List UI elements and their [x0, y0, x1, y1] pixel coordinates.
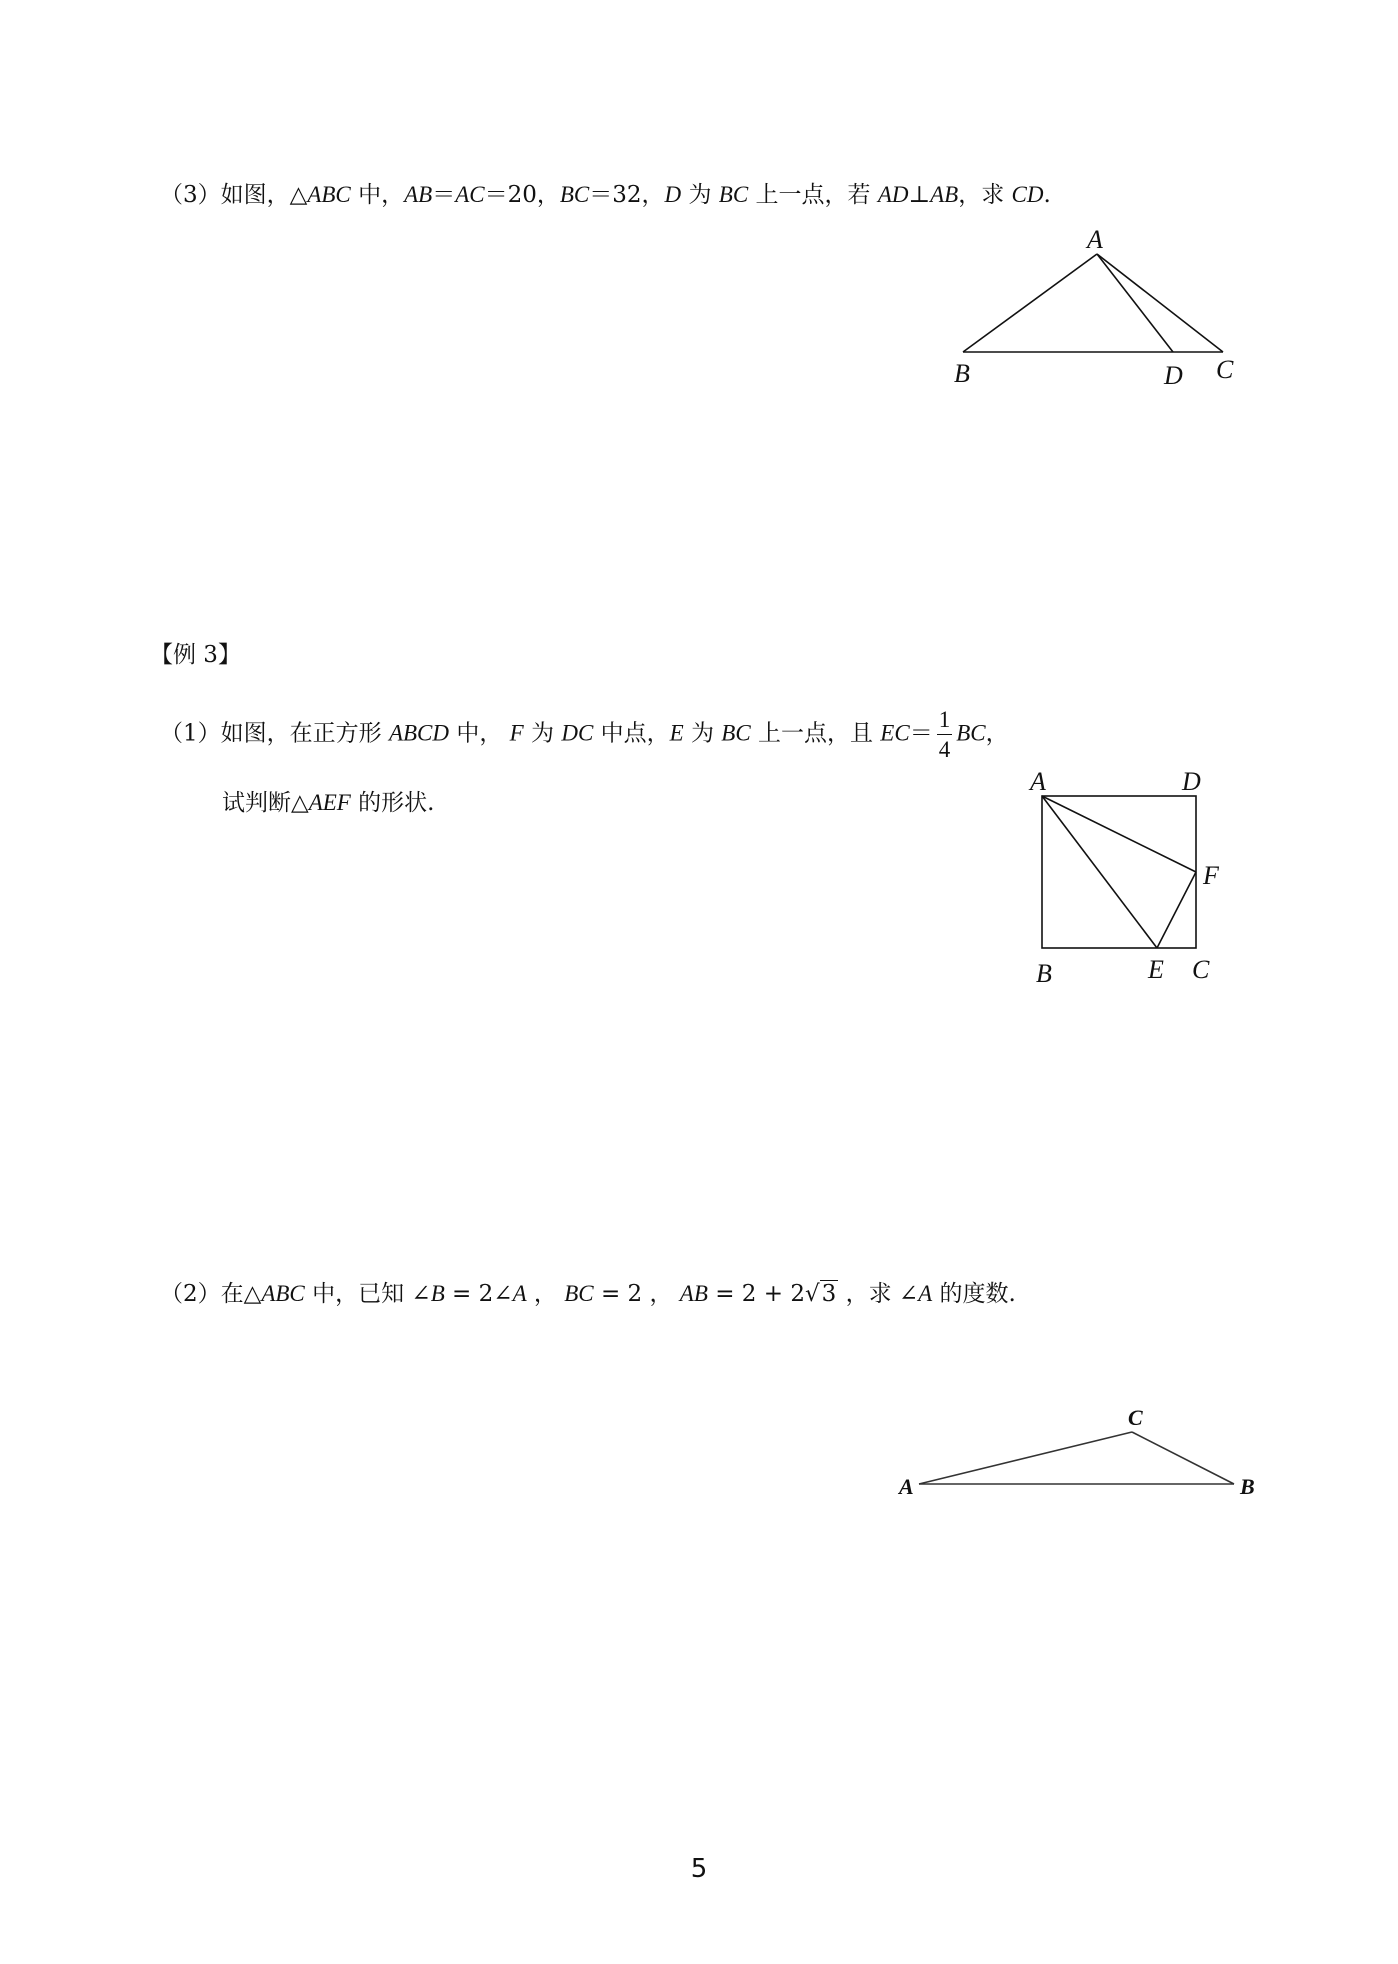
- problem-3-text: （3）如图，△ABC 中，AB＝AC＝20，BC＝32，D 为 BC 上一点，若 AD⊥AB，求 CD.: [160, 182, 1051, 208]
- label-b: B: [954, 359, 970, 388]
- segment-ad: [1097, 254, 1173, 352]
- square-root: √3: [804, 1281, 837, 1307]
- label-c: C: [1128, 1405, 1143, 1430]
- label-b: B: [1240, 1474, 1255, 1499]
- problem-1-text: （1）如图，在正方形 ABCD 中， F 为 DC 中点，E 为 BC 上一点，且 EC＝ $\frac{1}{4}$ BC，: [160, 707, 1009, 762]
- label-b: B: [1036, 959, 1052, 988]
- page-number: 5: [690, 1854, 708, 1884]
- square-abcd: [1042, 796, 1196, 948]
- segment-ab: [963, 254, 1097, 352]
- segment-ac: [919, 1432, 1132, 1484]
- label-a: A: [1087, 225, 1103, 254]
- segment-ef: [1157, 872, 1196, 948]
- segment-ac: [1097, 254, 1223, 352]
- segment-cb: [1132, 1432, 1234, 1484]
- label-f: F: [1203, 861, 1219, 890]
- label-a: A: [899, 1474, 914, 1499]
- segment-af: [1042, 796, 1196, 872]
- label-a: A: [1030, 767, 1046, 796]
- label-e: E: [1148, 955, 1164, 984]
- label-d: D: [1182, 767, 1201, 796]
- example-3-header: 【例 3】: [150, 642, 241, 668]
- label-d: D: [1164, 361, 1183, 390]
- fraction-one-quarter: $\frac{1}{4}$: [938, 707, 951, 762]
- segment-ae: [1042, 796, 1157, 948]
- label-c: C: [1216, 355, 1234, 384]
- problem-2-text: （2）在△ABC 中，已知 ∠B = 2∠A ， BC = 2 ， AB = 2 + 2√3 ，求 ∠A 的度数.: [160, 1281, 1016, 1307]
- problem-1-question: 试判断△AEF 的形状.: [222, 790, 435, 816]
- label-c: C: [1192, 955, 1210, 984]
